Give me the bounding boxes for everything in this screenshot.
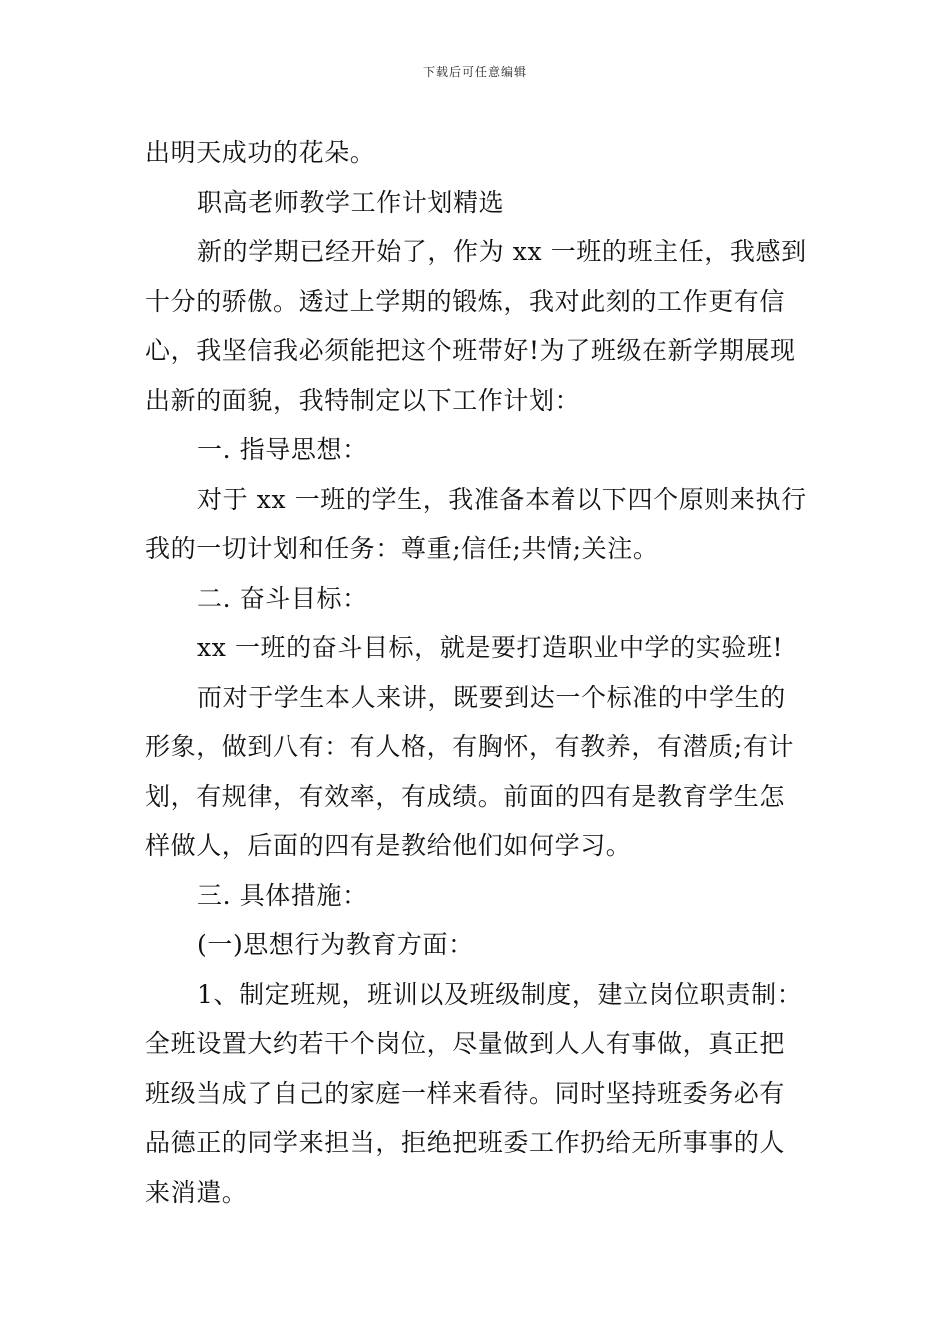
text-line: xx 一班的奋斗目标，就是要打造职业中学的实验班! — [197, 633, 784, 662]
text-line: 而对于学生本人来讲，既要到达一个标准的中学生的 — [197, 682, 786, 712]
section-title: 职高老师教学工作计划精选 — [197, 187, 505, 217]
text-line: 出新的面貌，我特制定以下工作计划： — [145, 385, 581, 415]
text-line: 样做人，后面的四有是教给他们如何学习。 — [145, 831, 632, 860]
heading-guiding-ideology: 一. 指导思想： — [197, 435, 368, 464]
text-line: 1、制定班规，班训以及班级制度，建立岗位职责制： — [197, 979, 803, 1009]
text-line: 对于 xx 一班的学生，我准备本着以下四个原则来执行 — [197, 484, 807, 514]
heading-measures: 三. 具体措施： — [197, 880, 368, 910]
page-header: 下载后可任意编辑 — [422, 65, 527, 79]
text-line: 来消遣。 — [145, 1177, 248, 1207]
subheading-behavior-education: (一)思想行为教育方面： — [197, 930, 474, 959]
text-line: 全班设置大约若干个岗位，尽量做到人人有事做，真正把 — [145, 1029, 786, 1058]
text-line: 十分的骄傲。透过上学期的锻炼，我对此刻的工作更有信 — [145, 286, 786, 316]
text-line: 形象，做到八有：有人格，有胸怀，有教养，有潜质;有计 — [145, 732, 795, 761]
text-line: 心，我坚信我必须能把这个班带好!为了班级在新学期展现 — [145, 336, 796, 365]
text-line: 出明天成功的花朵。 — [145, 138, 376, 167]
text-line: 新的学期已经开始了，作为 xx 一班的班主任，我感到 — [197, 237, 807, 266]
text-line: 我的一切计划和任务：尊重;信任;共情;关注。 — [145, 534, 659, 563]
text-line: 品德正的同学来担当，拒绝把班委工作扔给无所事事的人 — [145, 1128, 786, 1157]
text-line: 划，有规律，有效率，有成绩。前面的四有是教育学生怎 — [145, 781, 786, 811]
heading-goals: 二. 奋斗目标： — [197, 583, 368, 613]
document-body — [145, 128, 810, 1217]
text-line: 班级当成了自己的家庭一样来看待。同时坚持班委务必有 — [145, 1078, 786, 1108]
